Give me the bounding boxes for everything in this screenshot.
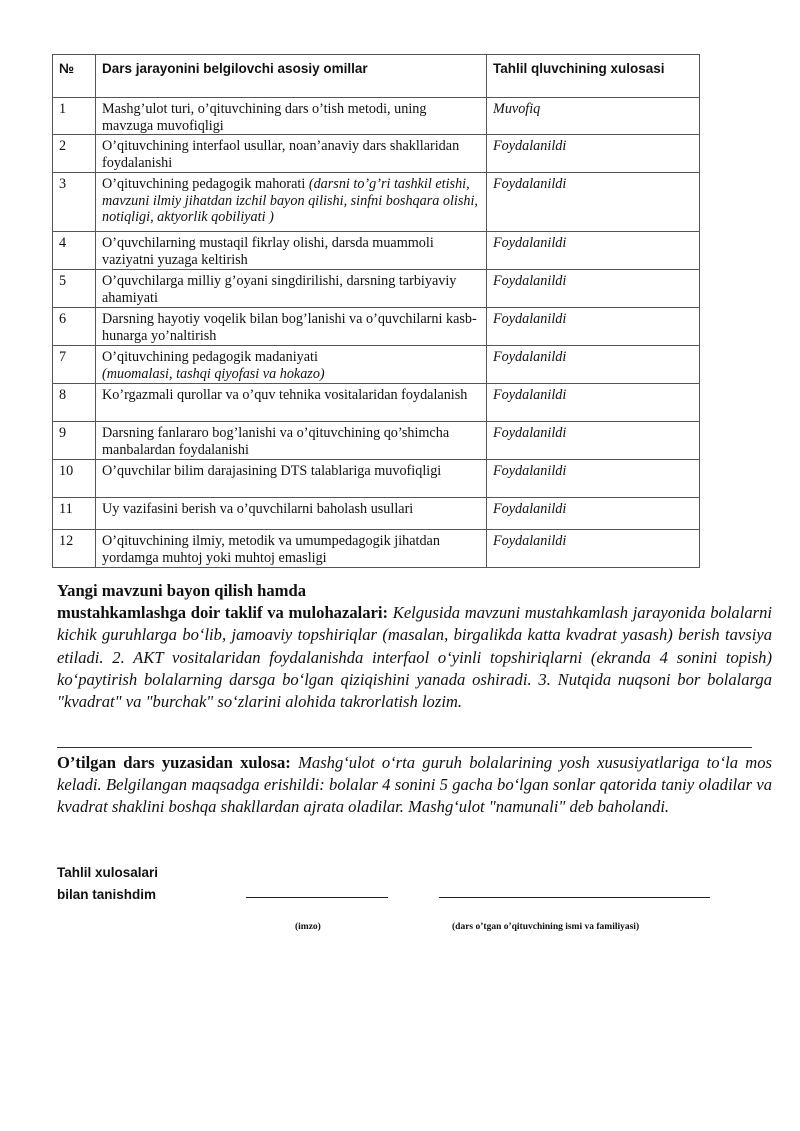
proposals-section [57, 580, 772, 713]
row-number: 1 [53, 98, 96, 135]
factor-detail-text: (darsni to’g’ri tashkil etishi, mavzuni ilmiy jihatdan izchil bayon qilishi, sinfni boshqara olishi, notiqligi, aktyorlik qobiliyati ) [102, 176, 478, 225]
table-row [53, 270, 700, 308]
row-factor [96, 98, 487, 135]
proposals-body: Kelgusida mavzuni mustahkamlash jarayonida bolalarni kichik guruhlarga bo‘lib, jamoaviy topshiriqlar (masalan, birgalikda katta kvadrat yasash) berish tavsiya etiladi. 2. AKT vositalaridan foydalanishda interfaol o‘yinli topshiriqlarni (ekranda 4 sonini topish) ko‘paytirish bolalarning darsga bo‘lgan qiziqishini yanada oshiradi. 3. Nutqida nuqsoni bor bolalarga "kvadrat" va "burchak" so‘zlarini alohida takrorlatish lozim. [57, 603, 772, 712]
proposals-heading: Yangi mavzuni bayon qilish hamda [57, 581, 306, 600]
row-conclusion: Foydalanildi [487, 498, 700, 530]
row-factor [96, 135, 487, 173]
table-row [53, 98, 700, 135]
row-conclusion: Foydalanildi [487, 270, 700, 308]
row-number: 7 [53, 346, 96, 384]
row-factor [96, 422, 487, 460]
row-conclusion: Muvofiq [487, 98, 700, 135]
row-factor [96, 308, 487, 346]
row-conclusion: Foydalanildi [487, 530, 700, 568]
row-conclusion: Foydalanildi [487, 308, 700, 346]
row-conclusion: Foydalanildi [487, 384, 700, 422]
row-number: 4 [53, 232, 96, 270]
teacher-name-line [439, 897, 710, 898]
factor-text: Ko’rgazmali qurollar va o’quv tehnika vositalaridan foydalanish [102, 387, 468, 403]
row-conclusion: Foydalanildi [487, 173, 700, 232]
signature-line [246, 897, 388, 898]
teacher-name-caption: (dars o’tgan o’qituvchining ismi va familiyasi) [452, 922, 640, 932]
factor-text: O’qituvchining pedagogik mahorati [102, 176, 309, 192]
row-factor [96, 270, 487, 308]
table-row [53, 530, 700, 568]
table-row [53, 308, 700, 346]
row-number: 2 [53, 135, 96, 173]
conclusion-body: Mashg‘ulot o‘rta guruh bolalarining yosh xususiyatlariga to‘la mos keladi. Belgilangan maqsadga erishildi: bolalar 4 sonini 5 gacha bo‘lgan sonlar qatorida taniy oladilar va kvadrat shaklini boshqa shakllardan ajrata oladilar. Mashg‘ulot "namunali" deb baholandi. [57, 753, 772, 817]
acknowledgement-label [57, 862, 158, 906]
factor-detail-text: (muomalasi, tashqi qiyofasi va hokazo) [102, 365, 325, 382]
factor-text: O’quvchilar bilim darajasining DTS talablariga muvofiqligi [102, 463, 442, 479]
table-row [53, 498, 700, 530]
factor-text: O’quvchilarning mustaqil fikrlay olishi, darsda muammoli vaziyatni yuzaga keltirish [102, 235, 434, 268]
table-row [53, 460, 700, 498]
column-header-number: № [53, 55, 96, 98]
row-factor [96, 460, 487, 498]
row-number: 10 [53, 460, 96, 498]
conclusion-section [57, 752, 772, 819]
factor-text: Darsning hayotiy voqelik bilan bog’lanishi va o’quvchilarni kasb-hunarga yo’naltirish [102, 311, 477, 344]
section-divider [57, 747, 752, 748]
row-number: 3 [53, 173, 96, 232]
factor-text: O’quvchilarga milliy g’oyani singdirilishi, darsning tarbiyaviy ahamiyati [102, 273, 457, 306]
table-row [53, 422, 700, 460]
table-header-row [53, 55, 700, 98]
row-conclusion: Foydalanildi [487, 422, 700, 460]
row-factor [96, 173, 487, 232]
table-row [53, 135, 700, 173]
acknowledgement-label-line2: bilan tanishdim [57, 887, 157, 902]
row-conclusion: Foydalanildi [487, 135, 700, 173]
table-row [53, 346, 700, 384]
row-number: 5 [53, 270, 96, 308]
row-conclusion: Foydalanildi [487, 232, 700, 270]
row-factor [96, 384, 487, 422]
row-number: 11 [53, 498, 96, 530]
row-factor [96, 232, 487, 270]
acknowledgement-label-line1: Tahlil xulosalari [57, 865, 159, 880]
factor-text: O’qituvchining interfaol usullar, noan’anaviy dars shakllaridan foydalanishi [102, 138, 460, 171]
row-number: 12 [53, 530, 96, 568]
row-conclusion: Foydalanildi [487, 346, 700, 384]
column-header-factors: Dars jarayonini belgilovchi asosiy omillar [96, 55, 487, 98]
column-header-conclusion: Tahlil qluvchining xulosasi [487, 55, 700, 98]
factor-text: Uy vazifasini berish va o’quvchilarni baholash usullari [102, 501, 414, 517]
table-row [53, 384, 700, 422]
row-number: 8 [53, 384, 96, 422]
factor-text: O’qituvchining pedagogik madaniyati [102, 349, 318, 365]
row-factor [96, 498, 487, 530]
table-row [53, 173, 700, 232]
factor-text: O’qituvchining ilmiy, metodik va umumpedagogik jihatdan yordamga muhtoj yoki muhtoj emasligi [102, 533, 440, 566]
row-number: 6 [53, 308, 96, 346]
row-number: 9 [53, 422, 96, 460]
table-row [53, 232, 700, 270]
signature-caption: (imzo) [295, 922, 321, 932]
factor-text: Mashg’ulot turi, o’qituvchining dars o’tish metodi, uning mavzuga muvofiqligi [102, 101, 427, 134]
evaluation-table [52, 54, 700, 568]
row-factor [96, 346, 487, 384]
conclusion-heading: O’tilgan dars yuzasidan xulosa: [57, 753, 291, 772]
proposals-heading-cont: mustahkamlashga doir taklif va mulohazalari: [57, 603, 389, 623]
row-conclusion: Foydalanildi [487, 460, 700, 498]
factor-text: Darsning fanlararo bog’lanishi va o’qituvchining qo’shimcha manbalardan foydalanishi [102, 425, 450, 458]
row-factor [96, 530, 487, 568]
